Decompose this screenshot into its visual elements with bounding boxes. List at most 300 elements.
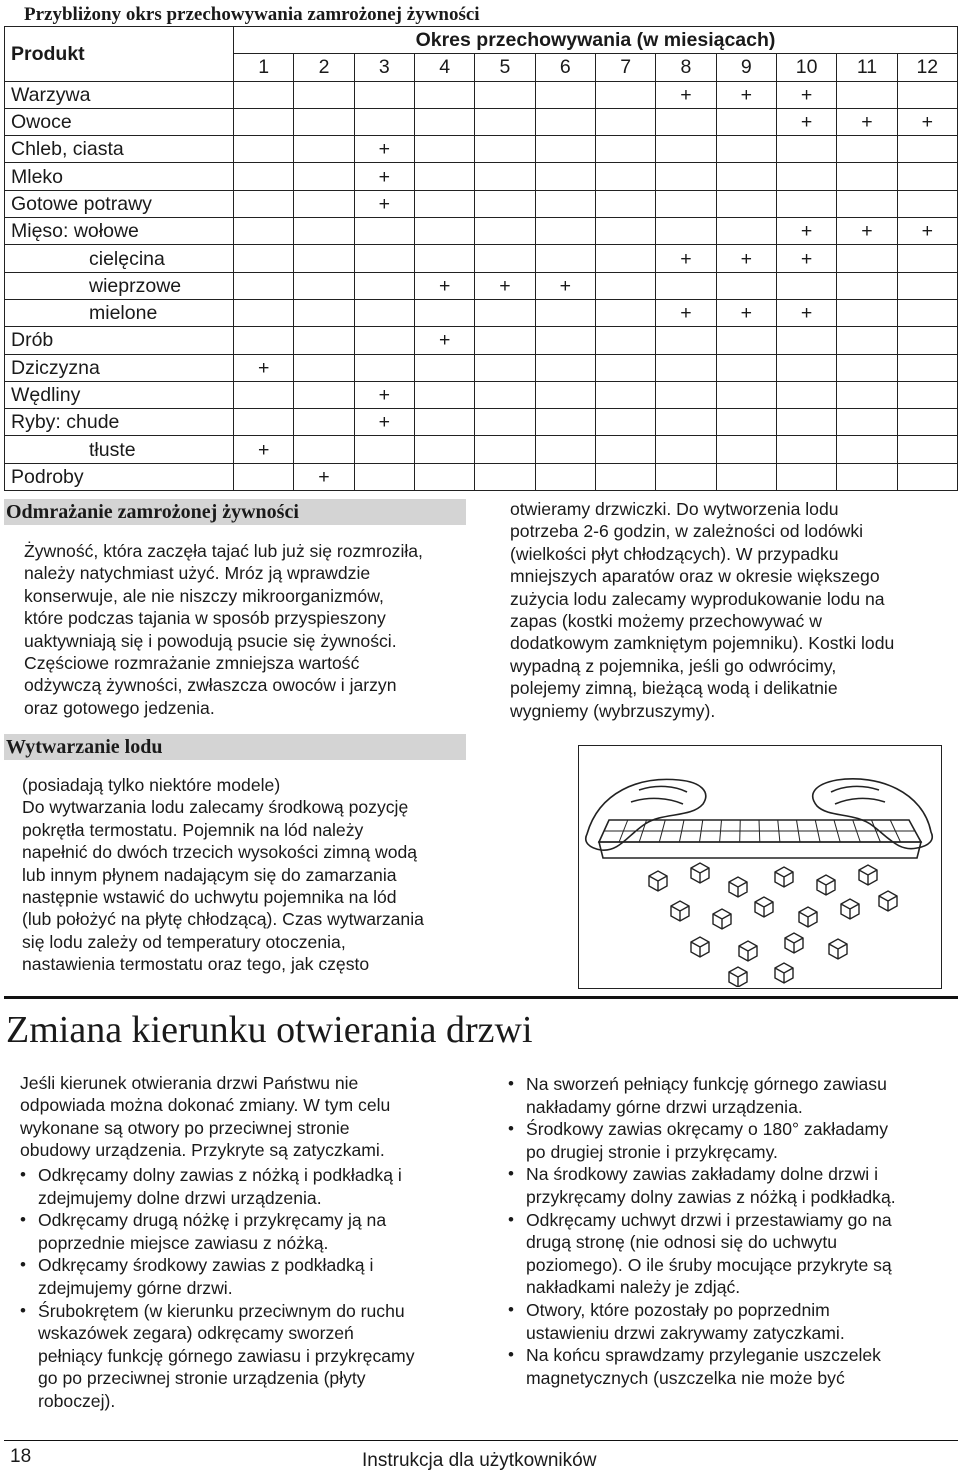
- text-line: wygniemy (wybrzuszymy).: [510, 700, 716, 721]
- table-row: [5, 409, 958, 436]
- empty-cell: [535, 327, 595, 354]
- empty-cell: [716, 108, 776, 135]
- empty-cell: [475, 190, 535, 217]
- product-name: Warzywa: [5, 81, 234, 108]
- storage-mark: +: [776, 299, 836, 326]
- empty-cell: [656, 436, 716, 463]
- empty-cell: [776, 190, 836, 217]
- empty-cell: [837, 163, 897, 190]
- text-line: nastawienia termostatu oraz tego, jak często: [22, 954, 370, 975]
- empty-cell: [414, 136, 474, 163]
- text-line: się lodu zależy od temperatury otoczenia,: [22, 931, 346, 952]
- empty-cell: [294, 436, 354, 463]
- storage-mark: +: [656, 245, 716, 272]
- text-line: Częściowe rozmrażanie zmniejsza wartość: [24, 653, 360, 674]
- empty-cell: [595, 327, 655, 354]
- text-line: które podczas tajania w sposób przyspieszony: [24, 608, 386, 629]
- month-header: 1: [234, 54, 294, 81]
- product-name: tłuste: [5, 436, 234, 463]
- month-header: 9: [716, 54, 776, 81]
- bullet-line: nakładamy górne drzwi urządzenia.: [526, 1096, 803, 1117]
- empty-cell: [656, 272, 716, 299]
- storage-mark: +: [475, 272, 535, 299]
- empty-cell: [776, 327, 836, 354]
- empty-cell: [837, 245, 897, 272]
- empty-cell: [595, 436, 655, 463]
- empty-cell: [234, 327, 294, 354]
- empty-cell: [595, 218, 655, 245]
- empty-cell: [776, 136, 836, 163]
- bullet-line: zdejmujemy górne drzwi.: [38, 1277, 233, 1298]
- text-line: następnie wstawić do uchwytu pojemnika na lód: [22, 887, 397, 908]
- table-row: [5, 354, 958, 381]
- product-name: Podroby: [5, 463, 234, 490]
- empty-cell: [837, 354, 897, 381]
- ice-cube: [879, 891, 897, 911]
- text-line: (posiadają tylko niektóre modele): [22, 775, 281, 795]
- text-line: obudowy urządzenia. Przykryte są zatyczkami.: [20, 1140, 385, 1161]
- door-section-rule: [4, 996, 958, 999]
- month-header: 4: [414, 54, 474, 81]
- footer-title: Instrukcja dla użytkowników: [362, 1450, 597, 1471]
- empty-cell: [535, 354, 595, 381]
- text-line: odpowiada można dokonać zmiany. W tym celu: [20, 1095, 391, 1116]
- storage-mark: +: [776, 218, 836, 245]
- storage-mark: +: [656, 299, 716, 326]
- empty-cell: [776, 436, 836, 463]
- empty-cell: [234, 381, 294, 408]
- empty-cell: [535, 190, 595, 217]
- empty-cell: [897, 190, 957, 217]
- empty-cell: [595, 81, 655, 108]
- empty-cell: [595, 463, 655, 490]
- empty-cell: [535, 436, 595, 463]
- empty-cell: [414, 354, 474, 381]
- storage-mark: +: [897, 218, 957, 245]
- empty-cell: [897, 245, 957, 272]
- bullet-item: [20, 1300, 415, 1413]
- storage-mark: +: [354, 409, 414, 436]
- text-line: zużycia lodu zalecamy wyprodukowanie lodu na: [510, 588, 885, 609]
- bullet-item: [508, 1163, 896, 1208]
- empty-cell: [414, 163, 474, 190]
- table-row: [5, 436, 958, 463]
- empty-cell: [535, 163, 595, 190]
- empty-cell: [234, 218, 294, 245]
- empty-cell: [475, 381, 535, 408]
- empty-cell: [294, 163, 354, 190]
- table-row: [5, 327, 958, 354]
- bullet-line: • Na środkowy zawias zakładamy dolne drzwi i: [526, 1164, 879, 1185]
- storage-mark: +: [897, 108, 957, 135]
- door-section-heading: Zmiana kierunku otwierania drzwi: [6, 1009, 533, 1051]
- empty-cell: [656, 218, 716, 245]
- thawing-paragraph: [24, 540, 423, 719]
- text-line: należy natychmiast użyć. Mróz ją wprawdzie: [24, 563, 371, 584]
- bullet-line: • Odkręcamy uchwyt drzwi i przestawiamy go na: [526, 1209, 892, 1230]
- empty-cell: [535, 245, 595, 272]
- empty-cell: [595, 354, 655, 381]
- bullet-line: • Odkręcamy dolny zawias z nóżką i podkładką i: [38, 1165, 402, 1185]
- empty-cell: [776, 354, 836, 381]
- text-line: dodatkowym zamkniętym pojemniku). Kostki lodu: [510, 633, 895, 654]
- empty-cell: [294, 218, 354, 245]
- empty-cell: [897, 163, 957, 190]
- empty-cell: [475, 136, 535, 163]
- empty-cell: [234, 163, 294, 190]
- empty-cell: [354, 81, 414, 108]
- empty-cell: [716, 436, 776, 463]
- ice-cube: [691, 863, 709, 883]
- empty-cell: [294, 299, 354, 326]
- empty-cell: [354, 108, 414, 135]
- text-line: Do wytwarzania lodu zalecamy środkową pozycję: [22, 797, 409, 818]
- storage-mark: +: [294, 463, 354, 490]
- empty-cell: [475, 354, 535, 381]
- empty-cell: [897, 299, 957, 326]
- bullet-line: go po przeciwnej stronie urządzenia (płyty: [38, 1368, 366, 1389]
- bullet-line: wskazówek zegara) odkręcamy sworzeń: [38, 1323, 354, 1344]
- empty-cell: [897, 136, 957, 163]
- storage-mark: +: [414, 272, 474, 299]
- month-header: 8: [656, 54, 716, 81]
- bullet-item: [508, 1209, 896, 1299]
- text-line: (wielkości płyt chłodzących). W przypadku: [510, 543, 839, 564]
- text-line: odżywczą żywności, zwłaszcza owoców i jarzyn: [24, 675, 397, 696]
- empty-cell: [837, 381, 897, 408]
- text-line: (lub położyć na płytę chłodzącą). Czas wytwarzania: [22, 909, 424, 930]
- product-name: wieprzowe: [5, 272, 234, 299]
- empty-cell: [595, 190, 655, 217]
- month-header: 6: [535, 54, 595, 81]
- empty-cell: [837, 299, 897, 326]
- ice-paragraph-continued: [510, 498, 894, 722]
- bullet-line: przykręcamy dolny zawias z nóżką i podkładką.: [526, 1186, 896, 1207]
- bullet-line: • Środkowy zawias okręcamy o 180° zakładamy: [526, 1119, 888, 1140]
- month-header: 10: [776, 54, 836, 81]
- door-steps-right: [508, 1073, 896, 1389]
- empty-cell: [234, 190, 294, 217]
- product-name: cielęcina: [5, 245, 234, 272]
- empty-cell: [294, 136, 354, 163]
- month-header: 12: [897, 54, 957, 81]
- empty-cell: [656, 409, 716, 436]
- bullet-item: [20, 1164, 415, 1209]
- bullet-item: [508, 1118, 896, 1163]
- ice-cube: [649, 871, 667, 891]
- empty-cell: [535, 381, 595, 408]
- empty-cell: [414, 245, 474, 272]
- empty-cell: [776, 163, 836, 190]
- ice-tray-drawing: [579, 746, 940, 987]
- empty-cell: [897, 463, 957, 490]
- empty-cell: [294, 272, 354, 299]
- falling-ice-cubes: [649, 863, 897, 987]
- empty-cell: [414, 299, 474, 326]
- text-line: otwieramy drzwiczki. Do wytworzenia lodu: [510, 499, 839, 519]
- empty-cell: [595, 245, 655, 272]
- empty-cell: [354, 354, 414, 381]
- product-name: Ryby: chude: [5, 409, 234, 436]
- ice-tray-illustration: [578, 745, 942, 989]
- storage-mark: +: [354, 163, 414, 190]
- ice-paragraph: [22, 774, 424, 976]
- bullet-line: roboczej).: [38, 1390, 116, 1411]
- left-hand-fingers: [631, 786, 687, 804]
- text-line: konserwuje, ale nie niszczy mikroorganizmów,: [24, 585, 384, 606]
- empty-cell: [414, 381, 474, 408]
- empty-cell: [595, 409, 655, 436]
- right-hand-fingers: [831, 786, 885, 804]
- empty-cell: [354, 463, 414, 490]
- empty-cell: [656, 354, 716, 381]
- table-row: [5, 81, 958, 108]
- bullet-line: • Na końcu sprawdzamy przyleganie uszczelek: [526, 1345, 881, 1366]
- empty-cell: [294, 190, 354, 217]
- storage-mark: +: [234, 354, 294, 381]
- empty-cell: [716, 381, 776, 408]
- table-row: [5, 463, 958, 490]
- empty-cell: [234, 245, 294, 272]
- empty-cell: [354, 299, 414, 326]
- empty-cell: [354, 436, 414, 463]
- text-line: uaktywniają się i powodują psucie się żywności.: [24, 630, 397, 651]
- empty-cell: [656, 381, 716, 408]
- bullet-item: [508, 1344, 896, 1389]
- empty-cell: [475, 163, 535, 190]
- bullet-line: nakładkami należy je zdjąć.: [526, 1277, 741, 1298]
- empty-cell: [595, 108, 655, 135]
- empty-cell: [294, 245, 354, 272]
- product-name: Gotowe potrawy: [5, 190, 234, 217]
- ice-cube: [775, 867, 793, 887]
- section-heading-thawing: Odmrażanie zamrożonej żywności: [4, 499, 466, 525]
- empty-cell: [837, 190, 897, 217]
- empty-cell: [897, 327, 957, 354]
- ice-cube: [829, 939, 847, 959]
- bullet-line: drugą stronę (nie odnosi się do uchwytu: [526, 1232, 838, 1253]
- storage-mark: +: [234, 436, 294, 463]
- table-row: [5, 108, 958, 135]
- empty-cell: [535, 409, 595, 436]
- empty-cell: [656, 108, 716, 135]
- empty-cell: [535, 218, 595, 245]
- ice-cube: [739, 941, 757, 961]
- storage-mark: +: [354, 381, 414, 408]
- empty-cell: [535, 81, 595, 108]
- text-line: potrzeba 2-6 godzin, w zależności od lodówki: [510, 521, 864, 542]
- empty-cell: [897, 81, 957, 108]
- empty-cell: [716, 272, 776, 299]
- empty-cell: [837, 409, 897, 436]
- storage-mark: +: [354, 190, 414, 217]
- storage-mark: +: [776, 245, 836, 272]
- empty-cell: [656, 163, 716, 190]
- empty-cell: [776, 409, 836, 436]
- empty-cell: [294, 354, 354, 381]
- product-name: Mleko: [5, 163, 234, 190]
- month-header: 3: [354, 54, 414, 81]
- empty-cell: [535, 108, 595, 135]
- empty-cell: [897, 409, 957, 436]
- text-line: Żywność, która zaczęła tajać lub już się rozmroziła,: [24, 541, 423, 561]
- month-header: 11: [837, 54, 897, 81]
- left-hand-shape: [586, 779, 706, 850]
- empty-cell: [234, 108, 294, 135]
- empty-cell: [837, 136, 897, 163]
- empty-cell: [294, 108, 354, 135]
- bullet-item: [20, 1254, 415, 1299]
- empty-cell: [897, 381, 957, 408]
- empty-cell: [475, 245, 535, 272]
- ice-tray-side: [599, 842, 921, 858]
- empty-cell: [595, 272, 655, 299]
- column-header-period: Okres przechowywania (w miesiącach): [234, 27, 958, 54]
- empty-cell: [414, 463, 474, 490]
- storage-mark: +: [776, 108, 836, 135]
- storage-mark: +: [837, 108, 897, 135]
- text-line: Jeśli kierunek otwierania drzwi Państwu nie: [20, 1073, 359, 1093]
- text-line: wykonane są otwory po przeciwnej stronie: [20, 1117, 350, 1138]
- month-header: 2: [294, 54, 354, 81]
- empty-cell: [535, 463, 595, 490]
- ice-cube: [817, 875, 835, 895]
- empty-cell: [234, 81, 294, 108]
- ice-cube: [755, 897, 773, 917]
- bullet-line: poprzednie miejsce zawiasu z nóżką.: [38, 1232, 329, 1253]
- table-row: [5, 190, 958, 217]
- ice-cube: [841, 899, 859, 919]
- bullet-line: magnetycznych (uszczelka nie może być: [526, 1367, 845, 1388]
- section-heading-ice: Wytwarzanie lodu: [4, 734, 466, 760]
- column-header-product: Produkt: [5, 27, 234, 82]
- storage-mark: +: [776, 81, 836, 108]
- empty-cell: [656, 463, 716, 490]
- empty-cell: [837, 463, 897, 490]
- empty-cell: [414, 436, 474, 463]
- empty-cell: [897, 272, 957, 299]
- ice-cube: [785, 933, 803, 953]
- ice-cube: [691, 937, 709, 957]
- empty-cell: [294, 327, 354, 354]
- text-line: wypadną z pojemnika, jeśli go odwrócimy,: [510, 655, 837, 676]
- bullet-line: • Otwory, które pozostały po poprzednim: [526, 1299, 830, 1320]
- bullet-line: poziomego). O ile śruby mocujące przykryte są: [526, 1254, 892, 1275]
- bullet-item: [508, 1299, 896, 1344]
- bullet-item: [20, 1209, 415, 1254]
- right-hand-shape: [813, 779, 932, 849]
- text-line: polejemy zimną, bieżącą wodą i delikatnie: [510, 678, 838, 699]
- empty-cell: [897, 354, 957, 381]
- text-line: pokrętła termostatu. Pojemnik na lód należy: [22, 819, 364, 840]
- table-row: [5, 245, 958, 272]
- storage-mark: +: [656, 81, 716, 108]
- footer-rule: [4, 1440, 958, 1441]
- text-line: lub innym płynem nadającym się do zamarzania: [22, 864, 397, 885]
- text-line: zapas (kostki możemy przechowywać w: [510, 611, 822, 632]
- empty-cell: [837, 327, 897, 354]
- empty-cell: [716, 218, 776, 245]
- empty-cell: [656, 136, 716, 163]
- empty-cell: [234, 272, 294, 299]
- empty-cell: [595, 136, 655, 163]
- bullet-line: • Śrubokrętem (w kierunku przeciwnym do ruchu: [38, 1300, 405, 1321]
- month-header: 5: [475, 54, 535, 81]
- empty-cell: [354, 218, 414, 245]
- empty-cell: [475, 218, 535, 245]
- empty-cell: [535, 299, 595, 326]
- empty-cell: [354, 245, 414, 272]
- empty-cell: [475, 299, 535, 326]
- empty-cell: [656, 327, 716, 354]
- empty-cell: [354, 272, 414, 299]
- product-name: Dziczyzna: [5, 354, 234, 381]
- bullet-line: zdejmujemy dolne drzwi urządzenia.: [38, 1187, 322, 1208]
- empty-cell: [414, 409, 474, 436]
- bullet-line: • Odkręcamy drugą nóżkę i przykręcamy ją na: [38, 1210, 387, 1231]
- empty-cell: [716, 354, 776, 381]
- product-name: Chleb, ciasta: [5, 136, 234, 163]
- ice-cube: [713, 909, 731, 929]
- storage-mark: +: [414, 327, 474, 354]
- door-intro-paragraph: [20, 1072, 390, 1162]
- door-steps-left: [20, 1164, 415, 1413]
- empty-cell: [595, 163, 655, 190]
- empty-cell: [716, 409, 776, 436]
- empty-cell: [716, 327, 776, 354]
- table-row: [5, 218, 958, 245]
- empty-cell: [475, 108, 535, 135]
- empty-cell: [414, 81, 474, 108]
- empty-cell: [294, 409, 354, 436]
- empty-cell: [354, 327, 414, 354]
- empty-cell: [414, 108, 474, 135]
- table-row: [5, 381, 958, 408]
- empty-cell: [595, 381, 655, 408]
- text-line: oraz gotowego jedzenia.: [24, 697, 215, 718]
- table-row: [5, 272, 958, 299]
- table-row: [5, 163, 958, 190]
- table-row: [5, 299, 958, 326]
- empty-cell: [837, 81, 897, 108]
- empty-cell: [475, 409, 535, 436]
- bullet-line: pełniący funkcję górnego zawiasu i przykręcamy: [38, 1345, 415, 1366]
- ice-cube: [729, 967, 747, 987]
- empty-cell: [837, 272, 897, 299]
- table-row: [5, 136, 958, 163]
- ice-cube: [859, 865, 877, 885]
- empty-cell: [475, 327, 535, 354]
- text-line: mniejszych aparatów oraz w okresie większego: [510, 566, 880, 587]
- storage-mark: +: [716, 245, 776, 272]
- empty-cell: [716, 463, 776, 490]
- bullet-line: po drugiej stronie i przykręcamy.: [526, 1141, 778, 1162]
- empty-cell: [234, 299, 294, 326]
- product-name: Drób: [5, 327, 234, 354]
- empty-cell: [656, 190, 716, 217]
- storage-mark: +: [716, 81, 776, 108]
- empty-cell: [837, 436, 897, 463]
- empty-cell: [234, 409, 294, 436]
- bullet-line: • Odkręcamy środkowy zawias z podkładką i: [38, 1255, 374, 1276]
- empty-cell: [716, 163, 776, 190]
- product-name: mielone: [5, 299, 234, 326]
- ice-cube: [799, 907, 817, 927]
- empty-cell: [234, 463, 294, 490]
- empty-cell: [294, 381, 354, 408]
- storage-mark: +: [535, 272, 595, 299]
- storage-mark: +: [354, 136, 414, 163]
